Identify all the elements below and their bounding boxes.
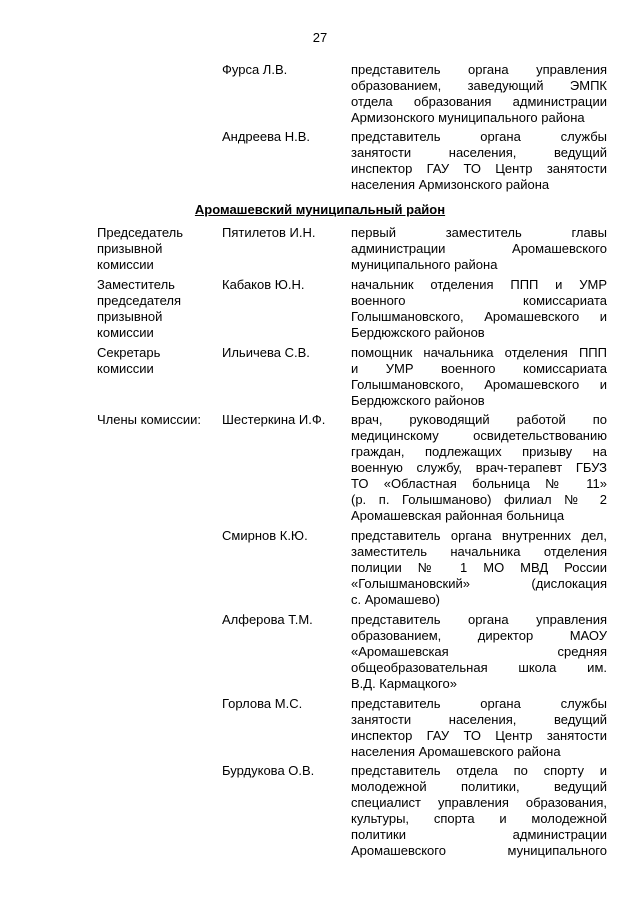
role-label: Председатель	[97, 225, 184, 240]
member-description-line: специалист управления образования,	[351, 795, 607, 810]
role-label: Секретарь	[97, 345, 161, 360]
member-description-line: граждан, подлежащих призыву на	[351, 444, 607, 459]
member-name: Горлова М.С.	[222, 696, 303, 711]
member-description-line: представитель органа внутренних дел,	[351, 528, 607, 543]
section-heading: Аромашевский муниципальный район	[194, 202, 446, 217]
role-label: комиссии	[97, 257, 154, 272]
member-description-line: политики администрации	[351, 827, 607, 842]
role-label: Заместитель	[97, 277, 175, 292]
member-description-line: занятости населения, ведущий	[351, 712, 607, 727]
member-description-line: инспектор ГАУ ТО Центр занятости	[351, 161, 607, 176]
member-description-line: Голышмановского, Аромашевского и	[351, 309, 607, 324]
member-description-line: представитель органа службы	[351, 129, 607, 144]
role-label: председателя	[97, 293, 182, 308]
role-label: комиссии	[97, 325, 154, 340]
member-name: Бурдукова О.В.	[222, 763, 315, 778]
member-description-line: первый заместитель главы	[351, 225, 607, 240]
member-description-line: общеобразовательная школа им.	[351, 660, 607, 675]
member-description-line: «Аромашевская средняя	[351, 644, 607, 659]
member-description-line: молодежной политики, ведущий	[351, 779, 607, 794]
member-description-line: муниципального района	[351, 257, 498, 272]
member-description-line: начальник отделения ППП и УМР	[351, 277, 607, 292]
role-label: комиссии	[97, 361, 154, 376]
role-label: призывной	[97, 309, 163, 324]
member-description-line: заместитель начальника отделения	[351, 544, 607, 559]
member-description-line: образованием, заведующий ЭМПК	[351, 78, 607, 93]
member-description-line: военную службу, врач-терапевт ГБУЗ	[351, 460, 607, 475]
member-description-line: населения Армизонского района	[351, 177, 550, 192]
member-description-line: населения Аромашевского района	[351, 744, 561, 759]
member-description-line: представитель органа управления	[351, 62, 607, 77]
role-label: призывной	[97, 241, 163, 256]
member-name: Ильичева С.В.	[222, 345, 310, 360]
member-description-line: представитель органа управления	[351, 612, 607, 627]
member-description-line: занятости населения, ведущий	[351, 145, 607, 160]
member-name: Алферова Т.М.	[222, 612, 313, 627]
member-description-line: администрации Аромашевского	[351, 241, 607, 256]
member-description-line: Голышмановского, Аромашевского и	[351, 377, 607, 392]
member-description-line: Аромашевского муниципального	[351, 843, 607, 858]
member-name: Фурса Л.В.	[222, 62, 288, 77]
member-description-line: Аромашевская районная больница	[351, 508, 565, 523]
member-description-line: представитель органа службы	[351, 696, 607, 711]
member-description-line: ТО «Областная больница № 11»	[351, 476, 607, 491]
member-description-line: инспектор ГАУ ТО Центр занятости	[351, 728, 607, 743]
member-description-line: В.Д. Кармацкого»	[351, 676, 457, 691]
member-description-line: врач, руководящий работой по	[351, 412, 607, 427]
member-description-line: (р. п. Голышманово) филиал № 2	[351, 492, 607, 507]
page-number: 27	[312, 30, 328, 45]
member-description-line: культуры, спорта и молодежной	[351, 811, 607, 826]
member-description-line: Армизонского муниципального района	[351, 110, 585, 125]
member-description-line: представитель отдела по спорту и	[351, 763, 607, 778]
member-name: Кабаков Ю.Н.	[222, 277, 305, 292]
member-description-line: с. Аромашево)	[351, 592, 441, 607]
member-description-line: военного комиссариата	[351, 293, 607, 308]
role-label: Члены комиссии:	[97, 412, 202, 427]
member-description-line: полиции № 1 МО МВД России	[351, 560, 607, 575]
member-name: Шестеркина И.Ф.	[222, 412, 326, 427]
member-description-line: образованием, директор МАОУ	[351, 628, 607, 643]
member-description-line: «Голышмановский» (дислокация	[351, 576, 607, 591]
member-description-line: отдела образования администрации	[351, 94, 607, 109]
member-description-line: и УМР военного комиссариата	[351, 361, 607, 376]
member-description-line: медицинскому освидетельствованию	[351, 428, 607, 443]
member-description-line: Бердюжского районов	[351, 393, 485, 408]
member-description-line: Бердюжского районов	[351, 325, 485, 340]
member-name: Смирнов К.Ю.	[222, 528, 308, 543]
member-name: Пятилетов И.Н.	[222, 225, 316, 240]
member-description-line: помощник начальника отделения ППП	[351, 345, 607, 360]
member-name: Андреева Н.В.	[222, 129, 311, 144]
